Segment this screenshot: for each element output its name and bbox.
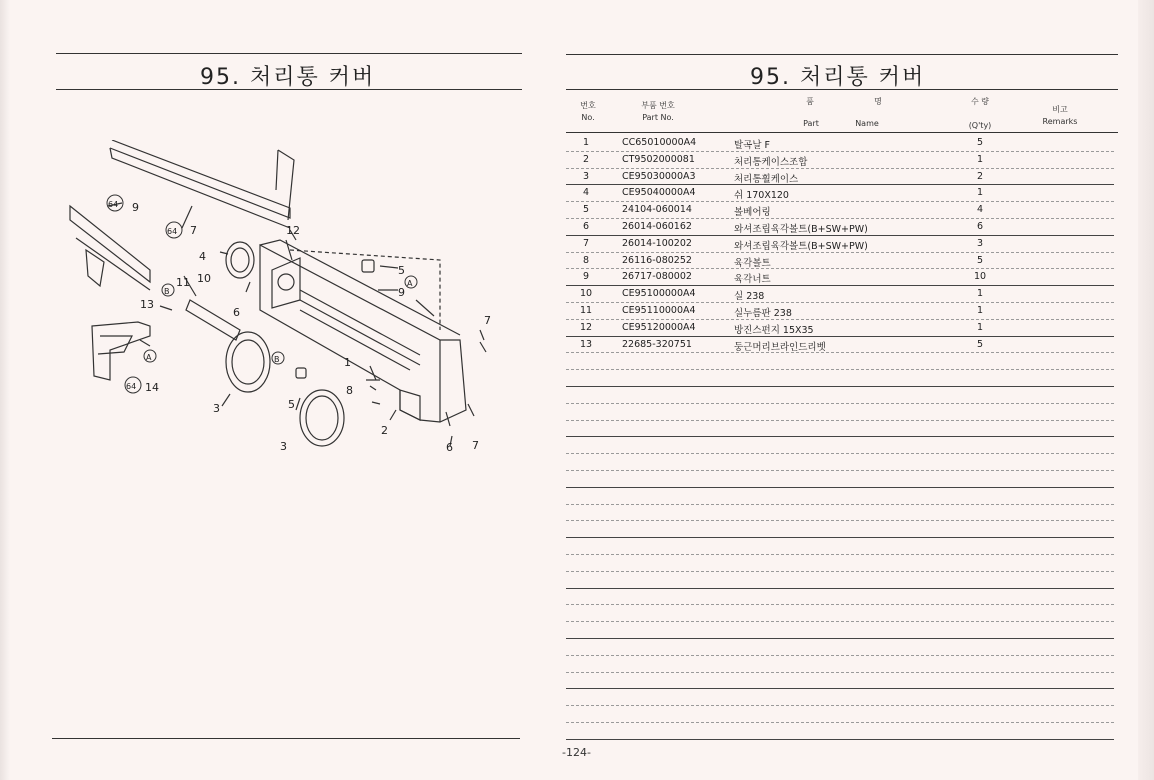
table-row-rule [566, 470, 1114, 471]
header-name-ko-1: 품 [806, 97, 814, 106]
row-part-name: 와셔조립육각볼트(B+SW+PW) [734, 240, 868, 252]
callout-b-mid: B [274, 355, 280, 364]
table-row [562, 218, 1118, 235]
header-qty-en: (Q'ty) [968, 121, 992, 130]
callout-7-right: 7 [484, 314, 491, 327]
right-page [540, 0, 1154, 780]
callout-4: 4 [199, 250, 206, 263]
header-no [570, 100, 606, 124]
table-row [562, 319, 1118, 336]
table-row-rule [566, 420, 1114, 421]
callout-a-right: A [407, 279, 413, 288]
side-cover-part [70, 206, 150, 282]
table-row-rule [566, 386, 1114, 387]
row-part-name: 방진스펀지 15X35 [734, 324, 814, 336]
row-part-no: CC65010000A4 [622, 137, 697, 148]
row-no: 11 [579, 305, 593, 316]
callout-1: 1 [344, 356, 351, 369]
row-no: 7 [582, 237, 590, 249]
callout-6-mid: 6 [233, 306, 240, 319]
row-no: 12 [579, 321, 593, 333]
table-row-rule [566, 302, 1114, 303]
callout-12: 12 [286, 224, 300, 237]
table-row-rule [566, 218, 1114, 219]
callout-64-14-circle: 64 [126, 382, 137, 391]
table-row [562, 168, 1118, 185]
row-no: 1 [582, 137, 590, 148]
table-row-rule [566, 705, 1114, 706]
header-no-en: No. [581, 113, 595, 122]
title-bottom-rule [56, 89, 522, 90]
callout-9: 9 [398, 286, 405, 299]
row-part-name: 실누름판 238 [734, 308, 792, 319]
table-row-rule [566, 571, 1114, 572]
table-row-rule [566, 655, 1114, 656]
row-no: 8 [582, 254, 590, 266]
table-row [562, 201, 1118, 218]
callout-64-7-circle: 64 [167, 227, 178, 236]
table-row-rule [566, 688, 1114, 689]
table-row [562, 184, 1118, 201]
row-no: 2 [582, 153, 590, 165]
row-part-no: CE95100000A4 [622, 288, 696, 300]
table-row-rule [566, 268, 1114, 269]
row-qty: 1 [976, 288, 984, 300]
row-qty: 2 [976, 170, 984, 182]
right-title-bottom-rule [566, 89, 1118, 90]
callout-7-bottom: 7 [472, 439, 479, 452]
table-row-rule [566, 352, 1114, 353]
row-part-no: CE95110000A4 [622, 305, 696, 316]
row-qty: 5 [976, 137, 984, 148]
header-remarks-ko: 비고 [1052, 105, 1068, 114]
row-qty: 6 [976, 221, 984, 232]
row-part-no: 26014-100202 [622, 237, 692, 249]
row-part-no: CE95120000A4 [622, 321, 696, 333]
table-row-rule [566, 285, 1114, 286]
table-row-rule [566, 537, 1114, 538]
table-row-rule [566, 436, 1114, 437]
callout-13: 13 [140, 298, 154, 311]
row-part-name: 와셔조립육각볼트(B+SW+PW) [734, 224, 868, 235]
title-top-rule [56, 53, 522, 54]
right-page-title: 95. 처리통 커버 [750, 65, 926, 90]
row-part-name: 볼베어링 [734, 207, 771, 219]
row-qty: 1 [976, 187, 984, 199]
table-row-rule [566, 403, 1114, 404]
table-row-rule [566, 520, 1114, 521]
callout-3-bottom: 3 [280, 440, 287, 453]
callout-5-top: 5 [398, 264, 405, 277]
row-qty: 1 [976, 321, 984, 333]
table-row-rule [566, 168, 1114, 169]
header-no-ko: 번호 [580, 101, 596, 110]
row-no: 5 [582, 204, 590, 216]
table-row [562, 268, 1118, 285]
callout-3-left: 3 [213, 402, 220, 415]
left-page-title: 95. 처리통 커버 [200, 65, 376, 90]
row-part-name: 둥근머리브라인드리벳 [734, 341, 826, 353]
callout-b-left: B [164, 287, 170, 296]
row-part-no: 26014-060162 [622, 221, 692, 232]
table-row-rule [566, 151, 1114, 152]
table-row [562, 235, 1118, 252]
row-part-no: 24104-060014 [622, 204, 692, 216]
row-part-name: 실 238 [734, 291, 765, 303]
row-qty: 3 [976, 237, 984, 249]
header-name-en-2: Name [855, 119, 879, 128]
callout-64-14-num: 14 [145, 381, 159, 394]
row-part-name: 처리통휠케이스 [734, 173, 799, 185]
table-row-rule [566, 487, 1114, 488]
table-row-rule [566, 184, 1114, 185]
table-row-rule [566, 252, 1114, 253]
row-part-name: 쉬 170X120 [734, 190, 789, 202]
table-row-rule [566, 336, 1114, 337]
left-page [0, 0, 540, 780]
header-qty-ko: 수 량 [971, 97, 989, 106]
table-row-rule [566, 672, 1114, 673]
header-name-en-1: Part [803, 119, 819, 128]
table-row [562, 151, 1118, 168]
row-qty: 5 [976, 254, 984, 266]
row-part-no: CT9502000081 [622, 153, 695, 165]
table-row [562, 252, 1118, 269]
callout-8: 8 [346, 384, 353, 397]
header-bottom-rule [566, 132, 1118, 133]
exploded-parts-diagram [0, 140, 540, 610]
table-row-rule [566, 621, 1114, 622]
callout-64-9-num: 9 [132, 201, 139, 214]
table-row-rule [566, 453, 1114, 454]
callout-2: 2 [381, 424, 388, 437]
left-footer-rule [52, 738, 520, 739]
row-qty: 1 [976, 153, 984, 165]
table-row-rule [566, 739, 1114, 740]
callout-6-bottom: 6 [446, 441, 453, 454]
row-part-name: 육각너트 [734, 274, 771, 286]
header-part-ko: 부품 번호 [641, 101, 675, 110]
table-row-rule [566, 201, 1114, 202]
row-part-name: 육각볼트 [734, 257, 771, 269]
table-row-rule [566, 554, 1114, 555]
row-no: 9 [582, 271, 590, 283]
table-row-rule [566, 369, 1114, 370]
header-remarks [1040, 104, 1080, 128]
row-part-no: 26717-080002 [622, 271, 692, 283]
right-title-top-rule [566, 54, 1118, 55]
table-row [562, 285, 1118, 302]
header-name-ko-2: 명 [874, 97, 882, 106]
table-row-rule [566, 638, 1114, 639]
table-row [562, 302, 1118, 319]
row-part-no: 22685-320751 [622, 338, 692, 350]
row-qty: 5 [976, 338, 984, 350]
row-no: 13 [579, 338, 593, 350]
row-qty: 10 [973, 271, 987, 283]
table-row-rule [566, 722, 1114, 723]
table-row-rule [566, 604, 1114, 605]
callout-a-left: A [146, 353, 152, 362]
callout-5-bottom: 5 [288, 398, 295, 411]
row-part-name: 탈곡날 F [734, 140, 771, 151]
table-row-rule [566, 319, 1114, 320]
header-part-en: Part No. [642, 113, 674, 122]
row-part-no: CE95040000A4 [622, 187, 696, 199]
table-row [562, 336, 1118, 353]
callout-10: 10 [197, 272, 211, 285]
row-part-no: 26116-080252 [622, 254, 692, 266]
callout-64-9-circle: 64 [108, 200, 119, 209]
table-row [562, 134, 1118, 151]
row-no: 4 [582, 187, 590, 199]
callout-11: 11 [176, 276, 190, 289]
lower-cover-part [92, 322, 150, 380]
row-no: 6 [582, 221, 590, 232]
row-no: 3 [582, 170, 590, 182]
row-part-no: CE95030000A3 [622, 170, 696, 182]
row-qty: 1 [976, 305, 984, 316]
row-part-name: 처리통케이스조합 [734, 156, 808, 168]
row-no: 10 [579, 288, 593, 300]
header-part-no [628, 100, 688, 124]
header-remarks-en: Remarks [1042, 117, 1078, 126]
row-qty: 4 [976, 204, 984, 216]
callout-64-7-num: 7 [190, 224, 197, 237]
table-row-rule [566, 504, 1114, 505]
table-row-rule [566, 588, 1114, 589]
table-row-rule [566, 235, 1114, 236]
page-number: -124- [562, 746, 591, 759]
